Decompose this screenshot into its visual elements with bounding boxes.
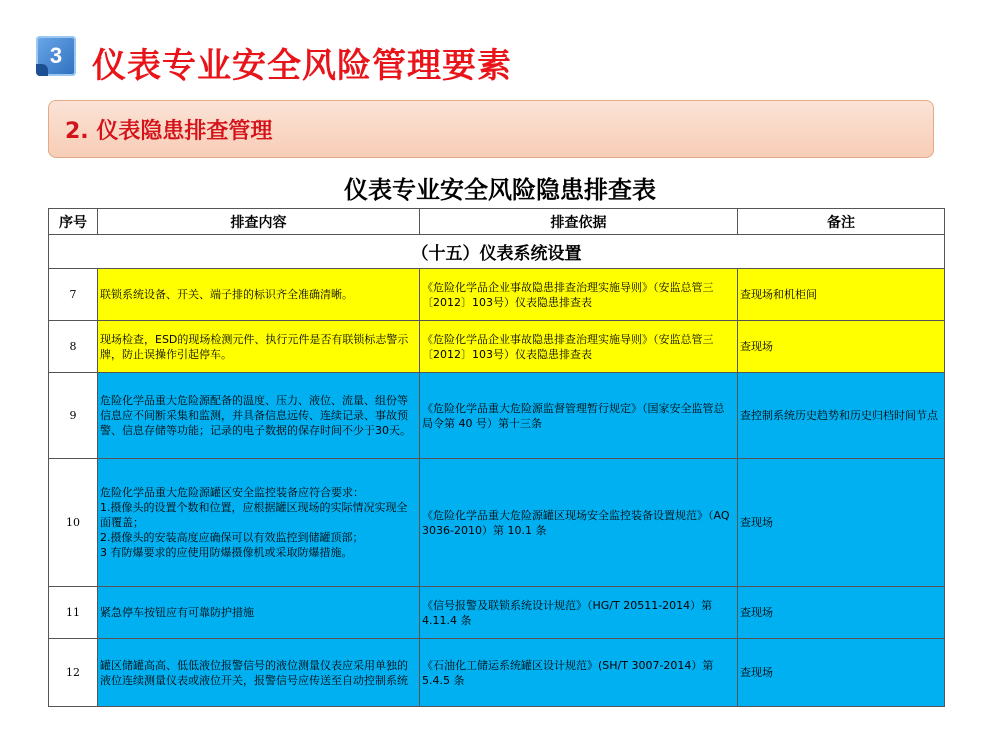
row-number: 11 [49, 587, 98, 639]
row-basis: 《石油化工储运系统罐区设计规范》(SH/T 3007-2014）第 5.4.5 条 [420, 639, 738, 707]
table-row [49, 269, 945, 321]
column-header: 序号 [49, 209, 98, 235]
table-row [49, 587, 945, 639]
row-note: 查现场和机柜间 [738, 269, 945, 321]
row-note: 查控制系统历史趋势和历史归档时间节点 [738, 373, 945, 459]
row-number: 12 [49, 639, 98, 707]
row-basis: 《信号报警及联锁系统设计规范》（HG/T 20511-2014）第 4.11.4 条 [420, 587, 738, 639]
column-header: 备注 [738, 209, 945, 235]
table-row [49, 373, 945, 459]
table-row [49, 321, 945, 373]
row-content: 现场检查，ESD的现场检测元件、执行元件是否有联锁标志警示牌，防止误操作引起停车。 [98, 321, 420, 373]
row-content: 联锁系统设备、开关、端子排的标识齐全准确清晰。 [98, 269, 420, 321]
row-number: 7 [49, 269, 98, 321]
table-header-row [49, 209, 945, 235]
row-note: 查现场 [738, 459, 945, 587]
section-row [49, 235, 945, 269]
subheading-box [48, 100, 934, 158]
row-number: 8 [49, 321, 98, 373]
row-basis: 《危险化学品企业事故隐患排查治理实施导则》（安监总管三〔2012〕103号）仪表隐患排查表 [420, 269, 738, 321]
row-basis: 《危险化学品重大危险源罐区现场安全监控装备设置规范》（AQ 3036-2010）第 10.1 条 [420, 459, 738, 587]
inspection-table [48, 208, 945, 707]
table-row [49, 639, 945, 707]
section-label: （十五）仪表系统设置 [49, 235, 945, 269]
row-basis: 《危险化学品重大危险源监督管理暂行规定》（国家安全监管总局令第 40 号）第十三条 [420, 373, 738, 459]
column-header: 排查内容 [98, 209, 420, 235]
table-title: 仪表专业安全风险隐患排查表 [344, 176, 656, 204]
row-note: 查现场 [738, 587, 945, 639]
table-row [49, 459, 945, 587]
row-content: 危险化学品重大危险源配备的温度、压力、液位、流量、组份等信息应不间断采集和监测，并具备信息远传、连续记录、事故预警、信息存储等功能；记录的电子数据的保存时间不少于30天。 [98, 373, 420, 459]
badge-number: 3 [49, 43, 63, 68]
row-content: 危险化学品重大危险源罐区安全监控装备应符合要求： 1.摄像头的设置个数和位置，应根据罐区现场的实际情况实现全面覆盖； 2.摄像头的安装高度应确保可以有效监控到储罐顶部； 3 有防爆要求的应使用防爆摄像机或采取防爆措施。 [98, 459, 420, 587]
row-note: 查现场 [738, 321, 945, 373]
column-header: 排查依据 [420, 209, 738, 235]
row-number: 10 [49, 459, 98, 587]
row-content: 罐区储罐高高、低低液位报警信号的液位测量仪表应采用单独的液位连续测量仪表或液位开关，报警信号应传送至自动控制系统 [98, 639, 420, 707]
subheading: 2. 仪表隐患排查管理 [65, 118, 273, 144]
page-title: 仪表专业安全风险管理要素 [92, 46, 512, 86]
badge-corner-decoration [36, 64, 48, 76]
row-note: 查现场 [738, 639, 945, 707]
row-content: 紧急停车按钮应有可靠防护措施 [98, 587, 420, 639]
row-basis: 《危险化学品企业事故隐患排查治理实施导则》（安监总管三〔2012〕103号）仪表隐患排查表 [420, 321, 738, 373]
row-number: 9 [49, 373, 98, 459]
